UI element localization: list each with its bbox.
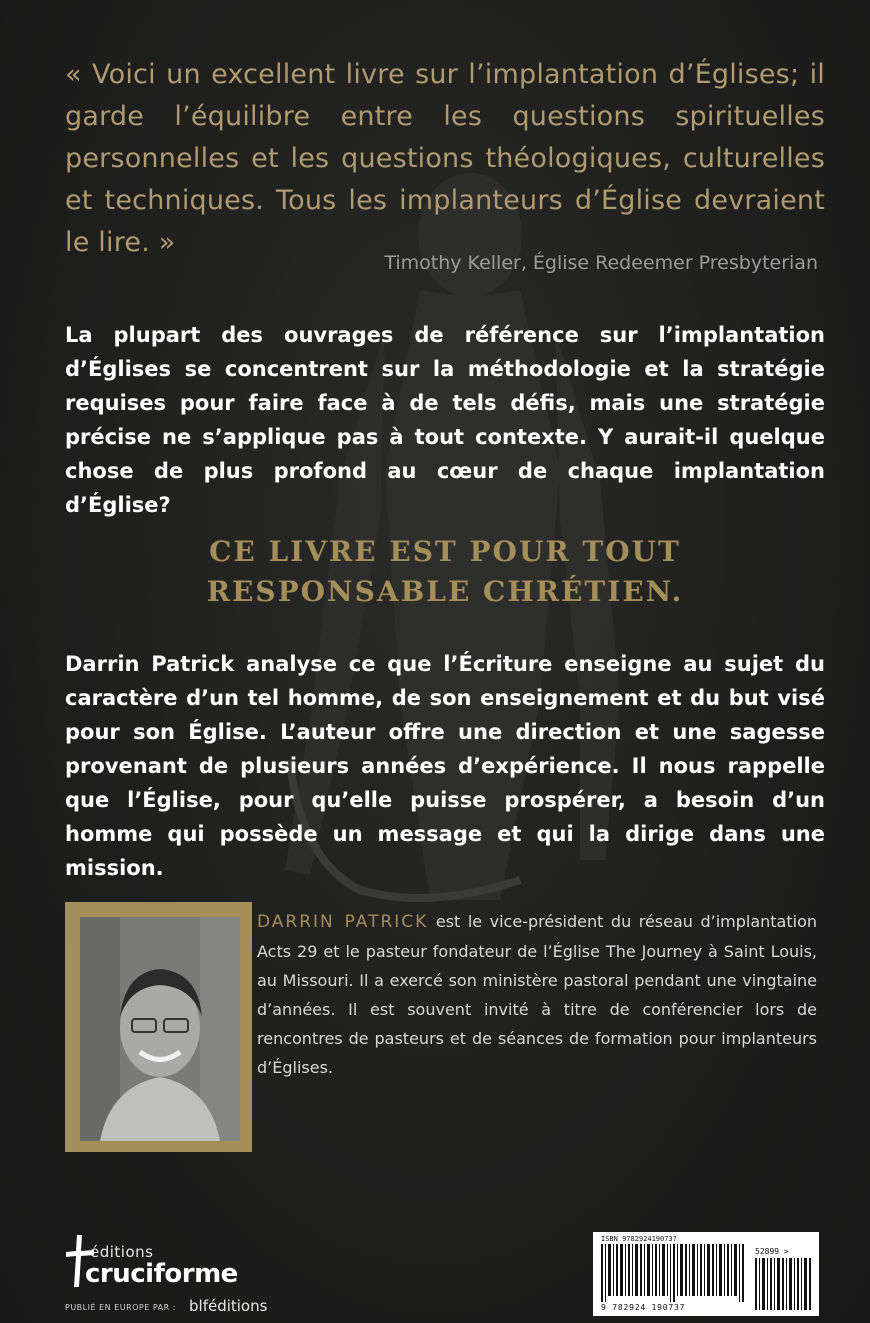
europe-publisher-name: blféditions — [189, 1297, 268, 1315]
isbn-text: ISBN 978292419073? — [601, 1235, 677, 1243]
ean-barcode-icon — [599, 1244, 749, 1302]
barcode — [593, 1232, 819, 1316]
headline-line-2: RESPONSABLE CHRÉTIEN. — [206, 575, 684, 608]
headline — [65, 532, 825, 612]
price-code: 52899 > — [755, 1247, 789, 1256]
publisher-name: cruciforme — [85, 1259, 238, 1289]
author-photo-frame — [65, 902, 252, 1152]
intro-paragraph: La plupart des ouvrages de référence sur l’implantation d’Églises se concentrent sur la méthodologie et la stratégie requises pour faire face à de tels défis, mais une stratégie précise ne s’applique pas à tout contexte. Y aurait-il quelque chose de plus profond au cœur de chaque implantation d’Église? — [65, 323, 825, 517]
author-name: DARRIN PATRICK — [257, 912, 429, 932]
europe-publisher-label: PUBLIÉ EN EUROPE PAR : — [65, 1303, 176, 1312]
endorsement-attribution: Timothy Keller, Église Redeemer Presbyterian — [384, 252, 818, 274]
author-photo — [80, 917, 240, 1141]
publisher-prefix: éditions — [90, 1243, 154, 1261]
headline-line-1: CE LIVRE EST POUR TOUT — [209, 535, 681, 568]
publisher-logo — [65, 1233, 305, 1313]
ean-digits: 9 782924 190737 — [601, 1303, 686, 1312]
author-bio — [257, 907, 817, 1082]
price-barcode-icon — [755, 1258, 813, 1310]
endorsement-quote: « Voici un excellent livre sur l’implantation d’Églises; il garde l’équilibre entre les questions spirituelles personnelles et les questions théologiques, culturelles et techniques. Tous les implanteurs d’Église devraient le lire. » — [65, 59, 825, 258]
description-paragraph: Darrin Patrick analyse ce que l’Écriture enseigne au sujet du caractère d’un tel homme, de son enseignement et du but visé pour son Église. L’auteur offre une direction et une sagesse provenant de plusieurs années d’expérience. Il nous rappelle que l’Église, pour qu’elle puisse prospérer, a besoin d’un homme qui possède un message et qui la dirige dans une mission. — [65, 652, 825, 880]
author-bio-text: est le vice-président du réseau d’implantation Acts 29 et le pasteur fondateur de l’Église The Journey à Saint Louis, au Missouri. Il a exercé son ministère pastoral pendant une vingtaine d’années. Il est souvent invité à titre de conférencier lors de rencontres de pasteurs et de séances de formation pour implanteurs d’Églises. — [257, 912, 817, 1077]
